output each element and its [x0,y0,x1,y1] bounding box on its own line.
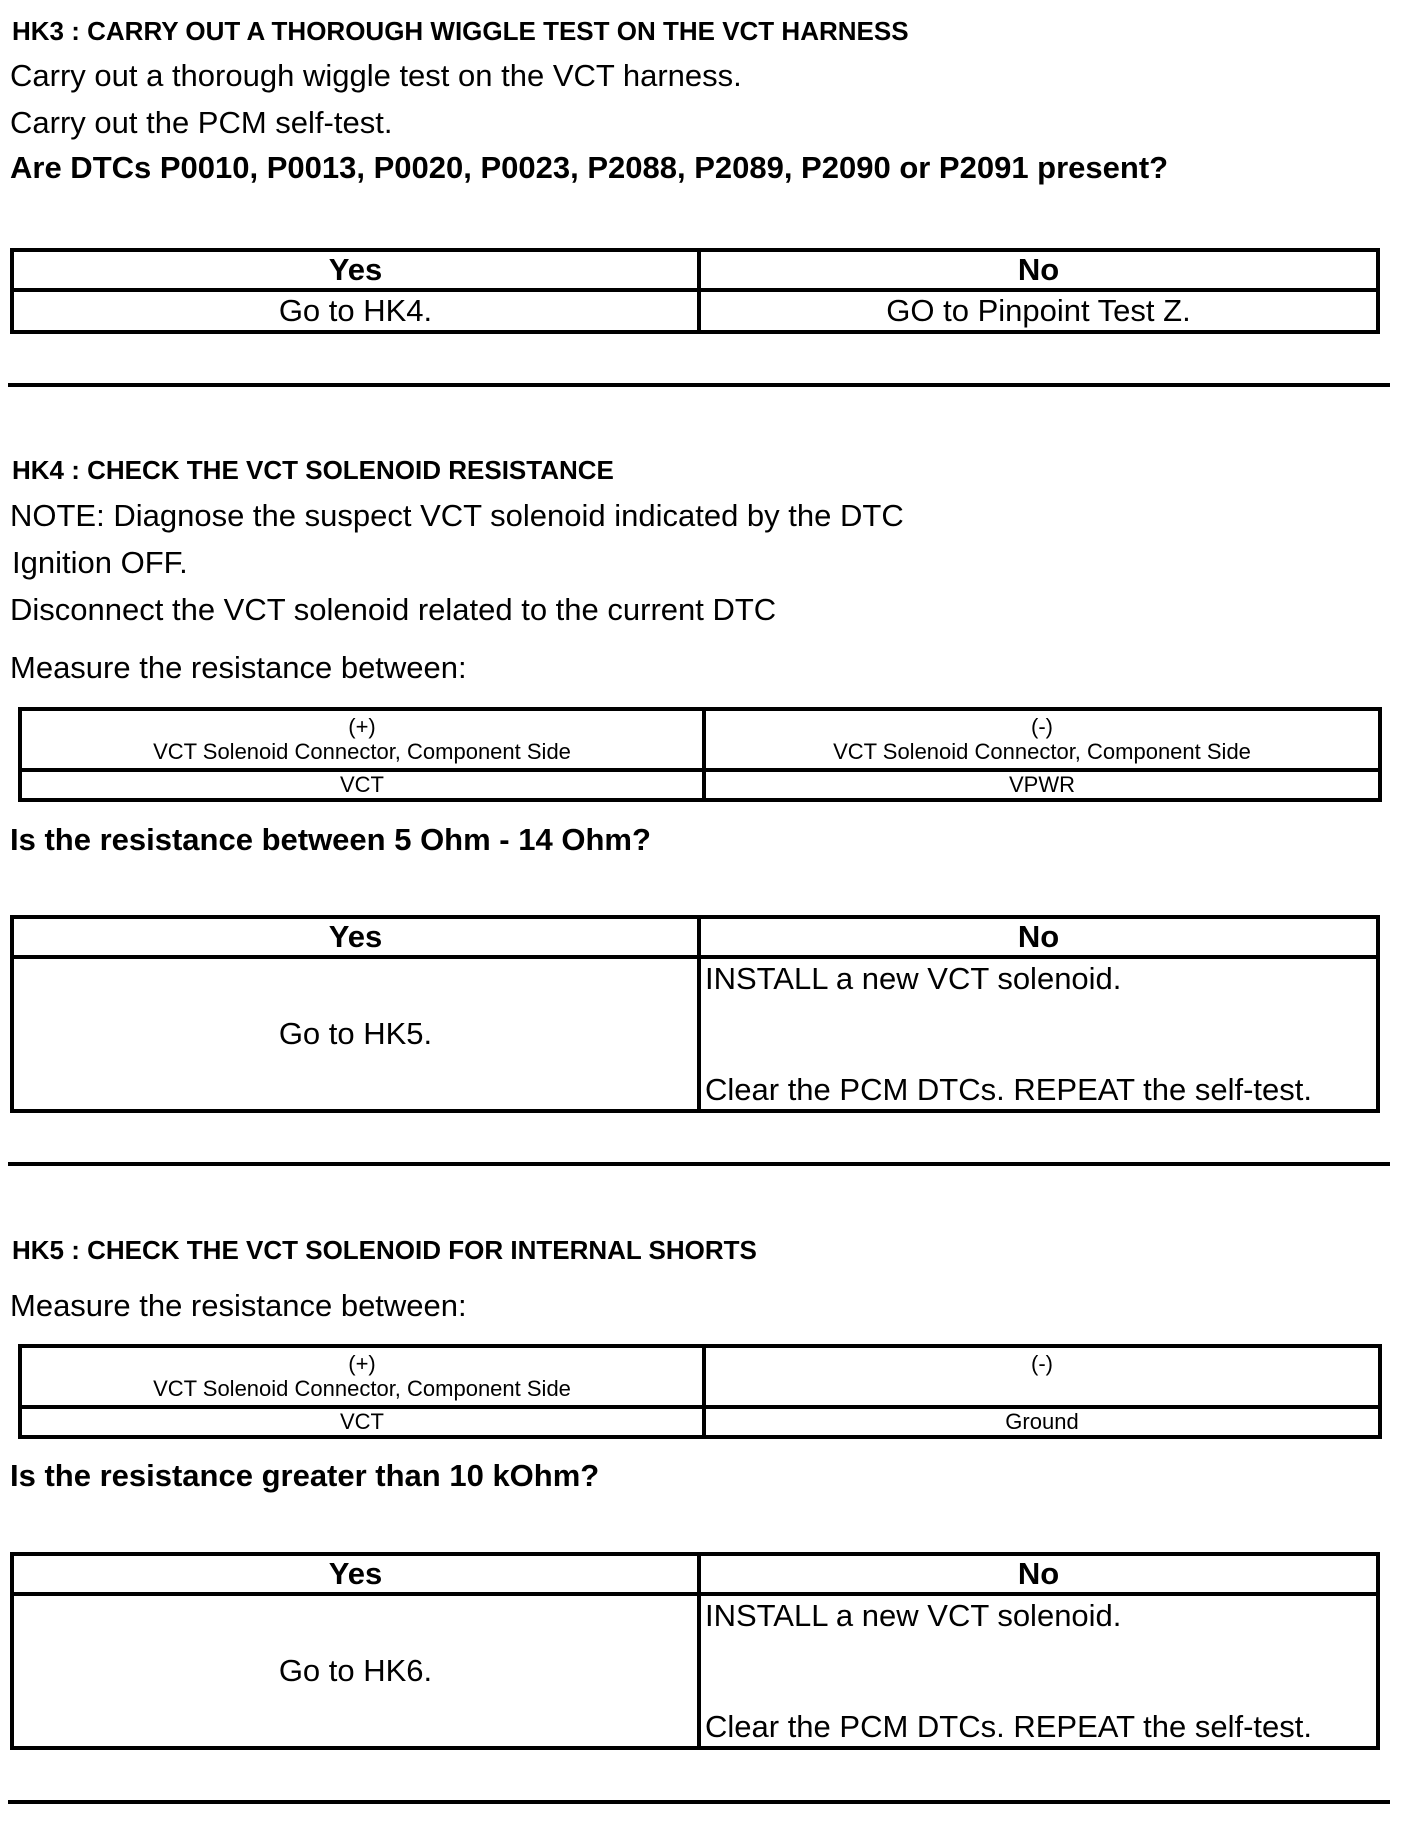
no-action-repeat: Clear the PCM DTCs. REPEAT the self-test. [705,1072,1312,1107]
yes-header: Yes [12,250,699,290]
no-header: No [699,917,1378,957]
hk4-step-1: Ignition OFF. [12,545,188,580]
hk4-note: NOTE: Diagnose the suspect VCT solenoid indicated by the DTC [10,498,904,533]
hk4-yes-action: Go to HK5. [12,957,699,1111]
negative-pin: Ground [704,1407,1380,1437]
hk4-result-table [10,915,1380,1113]
hk5-result-table [10,1552,1380,1750]
hk3-step-1: Carry out a thorough wiggle test on the VCT harness. [10,58,742,93]
no-header: No [699,250,1378,290]
positive-symbol: (+) [348,1351,376,1376]
hk4-measure-instruction: Measure the resistance between: [10,650,467,685]
positive-location: VCT Solenoid Connector, Component Side [153,739,571,764]
section-divider [8,383,1390,387]
hk5-heading: HK5 : CHECK THE VCT SOLENOID FOR INTERNAL SHORTS [12,1235,757,1265]
no-action-repeat: Clear the PCM DTCs. REPEAT the self-test. [705,1709,1312,1744]
yes-header: Yes [12,1554,699,1594]
hk5-no-action [699,1594,1378,1748]
negative-location: VCT Solenoid Connector, Component Side [833,739,1251,764]
hk4-measurement-table [18,707,1382,802]
hk3-question: Are DTCs P0010, P0013, P0020, P0023, P2088, P2089, P2090 or P2091 present? [10,150,1169,185]
hk4-step-2: Disconnect the VCT solenoid related to the current DTC [10,592,777,627]
positive-probe-header [20,1346,704,1407]
hk3-no-action: GO to Pinpoint Test Z. [699,290,1378,332]
no-header: No [699,1554,1378,1594]
hk3-result-table [10,248,1380,334]
hk4-heading: HK4 : CHECK THE VCT SOLENOID RESISTANCE [12,455,614,485]
positive-location: VCT Solenoid Connector, Component Side [153,1376,571,1401]
hk3-yes-action: Go to HK4. [12,290,699,332]
positive-pin: VCT [20,1407,704,1437]
negative-symbol: (-) [1031,714,1053,739]
negative-probe-header [704,709,1380,770]
section-divider [8,1162,1390,1166]
negative-symbol: (-) [1031,1351,1053,1376]
hk3-step-2: Carry out the PCM self-test. [10,105,393,140]
negative-probe-header [704,1346,1380,1407]
no-action-install: INSTALL a new VCT solenoid. [705,961,1122,996]
section-divider [8,1800,1390,1804]
hk3-heading: HK3 : CARRY OUT A THOROUGH WIGGLE TEST ON THE VCT HARNESS [12,16,909,46]
hk5-measure-instruction: Measure the resistance between: [10,1288,467,1323]
hk5-question: Is the resistance greater than 10 kOhm? [10,1458,600,1493]
hk5-yes-action: Go to HK6. [12,1594,699,1748]
positive-symbol: (+) [348,714,376,739]
positive-pin: VCT [20,770,704,800]
no-action-install: INSTALL a new VCT solenoid. [705,1598,1122,1633]
negative-pin: VPWR [704,770,1380,800]
yes-header: Yes [12,917,699,957]
hk4-no-action [699,957,1378,1111]
hk4-question: Is the resistance between 5 Ohm - 14 Ohm? [10,822,651,857]
hk5-measurement-table [18,1344,1382,1439]
positive-probe-header [20,709,704,770]
